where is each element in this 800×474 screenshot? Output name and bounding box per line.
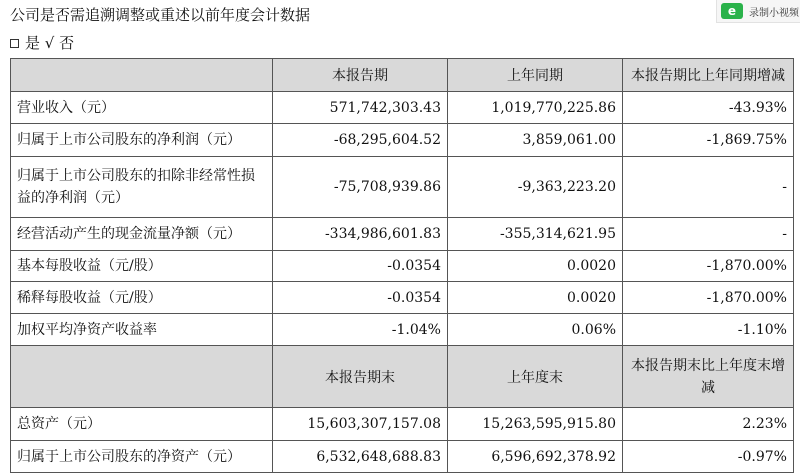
prior-value: 6,596,692,378.92 <box>448 441 623 473</box>
table-row <box>11 124 794 157</box>
table-row <box>11 218 794 251</box>
app-logo-icon: e <box>721 3 743 19</box>
current-value: -334,986,601.83 <box>273 218 448 251</box>
table-row <box>11 441 794 473</box>
table2-header-prior: 上年度末 <box>448 346 623 408</box>
current-value: -1.04% <box>273 314 448 346</box>
change-value: -1,870.00% <box>623 282 794 314</box>
current-value: -68,295,604.52 <box>273 124 448 157</box>
restatement-checkbox-line <box>10 32 74 53</box>
prior-value: -355,314,621.95 <box>448 218 623 251</box>
change-value: 2.23% <box>623 408 794 441</box>
table-row <box>11 408 794 441</box>
section-heading: 公司是否需追溯调整或重述以前年度会计数据 <box>10 6 311 24</box>
table2-header-change: 本报告期末比上年度末增减 <box>623 346 794 408</box>
change-value: -0.97% <box>623 441 794 473</box>
checkbox-icon[interactable] <box>10 39 19 48</box>
change-value: - <box>623 218 794 251</box>
table-row <box>11 157 794 218</box>
row-label: 稀释每股收益（元/股） <box>11 282 273 314</box>
change-value: -43.93% <box>623 92 794 124</box>
check-mark-icon: √ <box>44 34 55 52</box>
row-label: 加权平均净资产收益率 <box>11 314 273 346</box>
prior-value: 15,263,595,915.80 <box>448 408 623 441</box>
row-label: 归属于上市公司股东的净利润（元） <box>11 124 273 157</box>
current-value: -0.0354 <box>273 282 448 314</box>
table1-header-blank <box>11 59 273 92</box>
financial-data-table <box>10 58 794 473</box>
table-row <box>11 314 794 346</box>
prior-value: 1,019,770,225.86 <box>448 92 623 124</box>
row-label: 经营活动产生的现金流量净额（元） <box>11 218 273 251</box>
change-value: -1.10% <box>623 314 794 346</box>
prior-value: -9,363,223.20 <box>448 157 623 218</box>
table2-header-blank <box>11 346 273 408</box>
table1-header-current: 本报告期 <box>273 59 448 92</box>
table-row <box>11 251 794 282</box>
table-row <box>11 282 794 314</box>
row-label: 归属于上市公司股东的扣除非经常性损益的净利润（元） <box>11 157 273 218</box>
option-no: 否 <box>59 34 75 52</box>
record-video-badge[interactable] <box>716 0 800 23</box>
row-label: 营业收入（元） <box>11 92 273 124</box>
change-value: - <box>623 157 794 218</box>
prior-value: 0.06% <box>448 314 623 346</box>
current-value: -75,708,939.86 <box>273 157 448 218</box>
change-value: -1,869.75% <box>623 124 794 157</box>
current-value: -0.0354 <box>273 251 448 282</box>
prior-value: 0.0020 <box>448 282 623 314</box>
prior-value: 0.0020 <box>448 251 623 282</box>
option-yes: 是 <box>25 34 41 52</box>
current-value: 15,603,307,157.08 <box>273 408 448 441</box>
prior-value: 3,859,061.00 <box>448 124 623 157</box>
row-label: 总资产（元） <box>11 408 273 441</box>
table-row <box>11 92 794 124</box>
table1-header-prior: 上年同期 <box>448 59 623 92</box>
table2-header-current: 本报告期末 <box>273 346 448 408</box>
table2-header-row <box>11 346 794 408</box>
record-video-label: 录制小视频 <box>749 7 799 19</box>
change-value: -1,870.00% <box>623 251 794 282</box>
current-value: 6,532,648,688.83 <box>273 441 448 473</box>
row-label: 归属于上市公司股东的净资产（元） <box>11 441 273 473</box>
table1-header-change: 本报告期比上年同期增减 <box>623 59 794 92</box>
row-label: 基本每股收益（元/股） <box>11 251 273 282</box>
current-value: 571,742,303.43 <box>273 92 448 124</box>
table1-header-row <box>11 59 794 92</box>
